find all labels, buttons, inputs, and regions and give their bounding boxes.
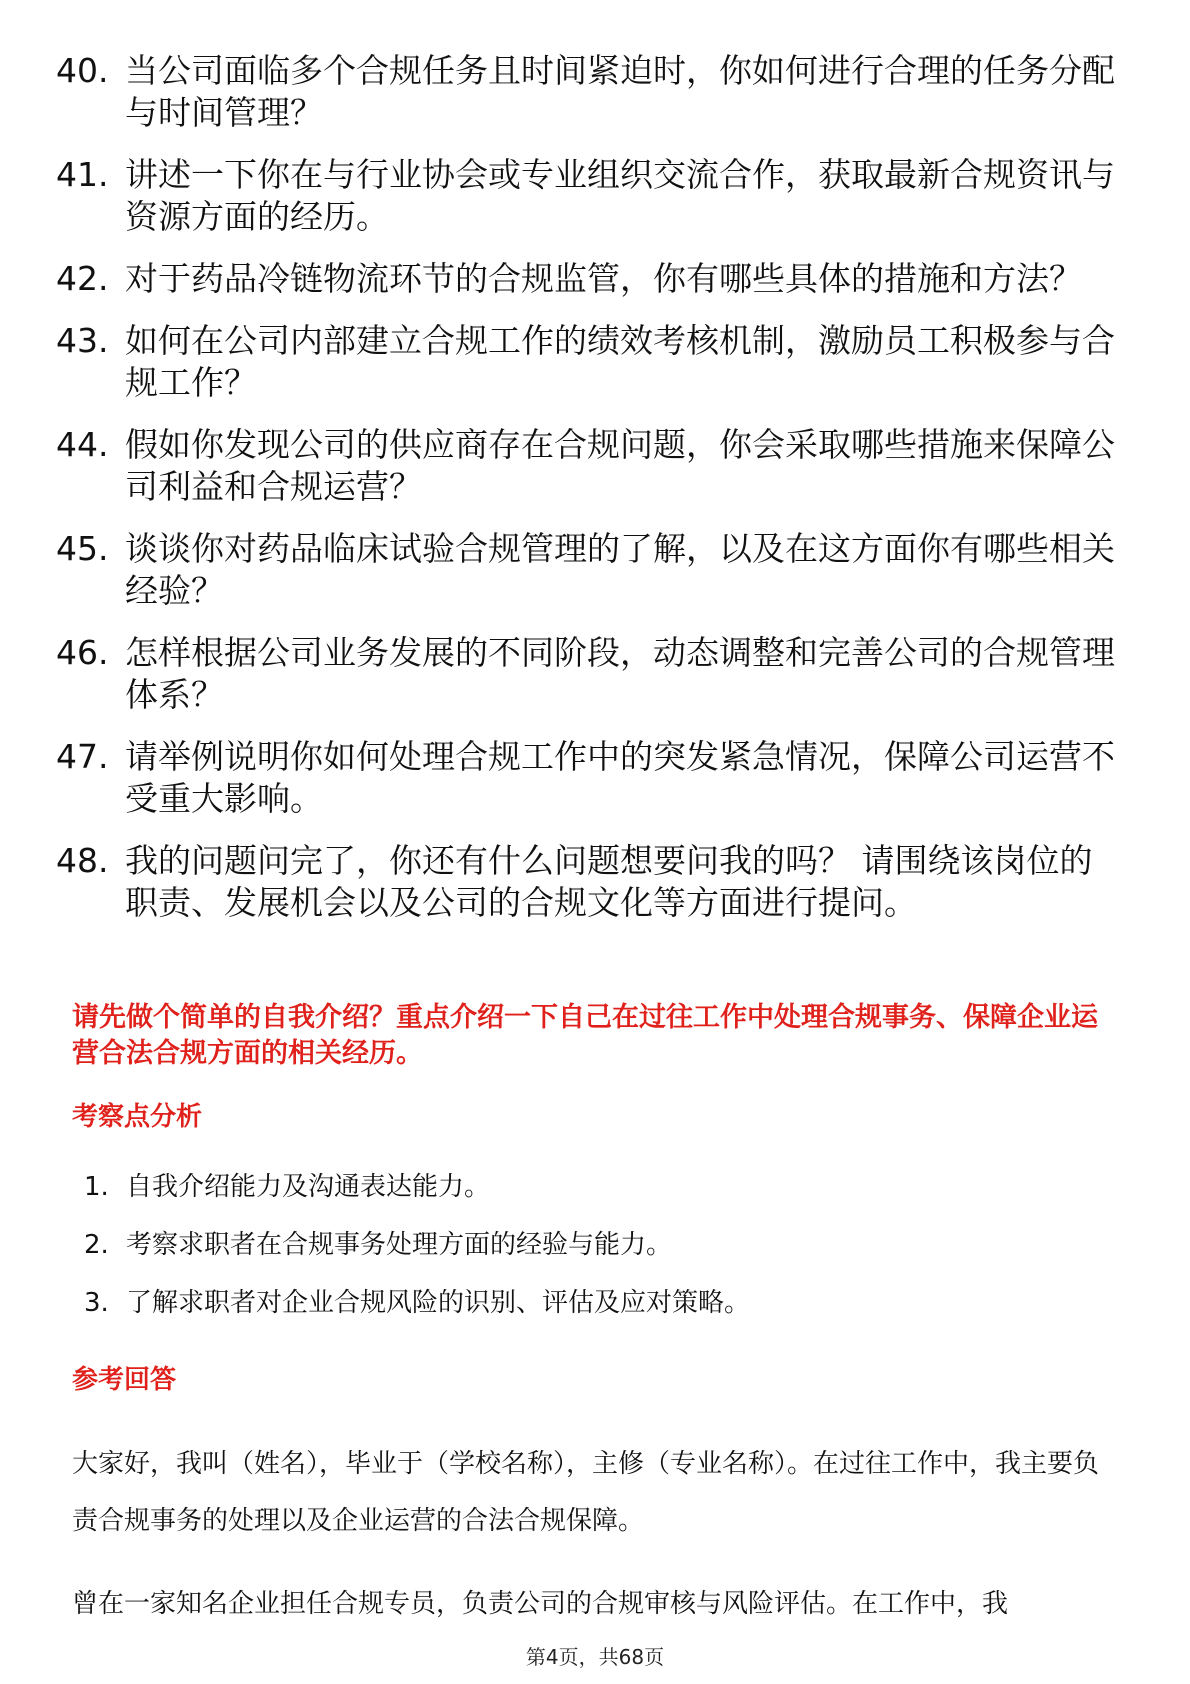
question-number: 47. [56,737,109,776]
list-item [84,1228,750,1286]
list-item [56,320,1116,404]
list-item [56,528,1116,612]
question-text: 当公司面临多个合规任务且时间紧迫时，你如何进行合理的任务分配与时间管理？ [125,51,1115,132]
list-item [56,154,1116,238]
point-number: 2. [84,1230,109,1260]
answer-paragraph: 大家好，我叫（姓名），毕业于（学校名称），主修（专业名称）。在过往工作中，我主要负责合规事务的处理以及企业运营的合法合规保障。 [72,1449,1100,1536]
question-number: 42. [56,259,109,298]
point-text: 了解求职者对企业合规风险的识别、评估及应对策略。 [126,1288,751,1318]
reference-heading: 参考回答 [72,1365,177,1395]
question-number: 48. [56,841,109,880]
point-number: 1. [84,1172,109,1202]
question-number: 45. [56,529,109,568]
question-number: 41. [56,155,109,194]
list-item [84,1170,750,1228]
question-number: 40. [56,51,109,90]
list-item [56,424,1116,508]
list-item [56,258,1116,300]
list-item [56,840,1116,924]
point-text: 自我介绍能力及沟通表达能力。 [126,1172,491,1202]
list-item [56,736,1116,820]
question-text: 请举例说明你如何处理合规工作中的突发紧急情况，保障公司运营不受重大影响。 [125,737,1115,818]
question-list [56,50,1116,944]
list-item [84,1286,750,1344]
list-item [56,632,1116,716]
question-text: 讲述一下你在与行业协会或专业组织交流合作，获取最新合规资讯与资源方面的经历。 [125,155,1115,236]
point-number: 3. [84,1288,109,1318]
question-text: 谈谈你对药品临床试验合规管理的了解，以及在这方面你有哪些相关经验？ [125,529,1115,610]
question-number: 44. [56,425,109,464]
answer-paragraph: 曾在一家知名企业担任合规专员，负责公司的合规审核与风险评估。在工作中，我 [72,1589,1009,1619]
page-number: 第4页，共68页 [525,1645,665,1669]
analysis-heading: 考察点分析 [72,1102,203,1132]
question-number: 46. [56,633,109,672]
question-text: 怎样根据公司业务发展的不同阶段，动态调整和完善公司的合规管理体系？ [125,633,1115,714]
featured-question: 请先做个简单的自我介绍？重点介绍一下自己在过往工作中处理合规事务、保障企业运营合法合规方面的相关经历。 [72,1002,1098,1069]
question-text: 如何在公司内部建立合规工作的绩效考核机制，激励员工积极参与合规工作？ [125,321,1115,402]
question-text: 我的问题问完了，你还有什么问题想要问我的吗？ 请围绕该岗位的职责、发展机会以及公司的合规文化等方面进行提问。 [125,841,1093,922]
analysis-points [84,1170,750,1344]
reference-answer [72,1436,1122,1633]
question-text: 假如你发现公司的供应商存在合规问题，你会采取哪些措施来保障公司利益和合规运营？ [125,425,1115,506]
question-text: 对于药品冷链物流环节的合规监管，你有哪些具体的措施和方法？ [125,259,1082,298]
question-number: 43. [56,321,109,360]
point-text: 考察求职者在合规事务处理方面的经验与能力。 [126,1230,673,1260]
list-item [56,50,1116,134]
